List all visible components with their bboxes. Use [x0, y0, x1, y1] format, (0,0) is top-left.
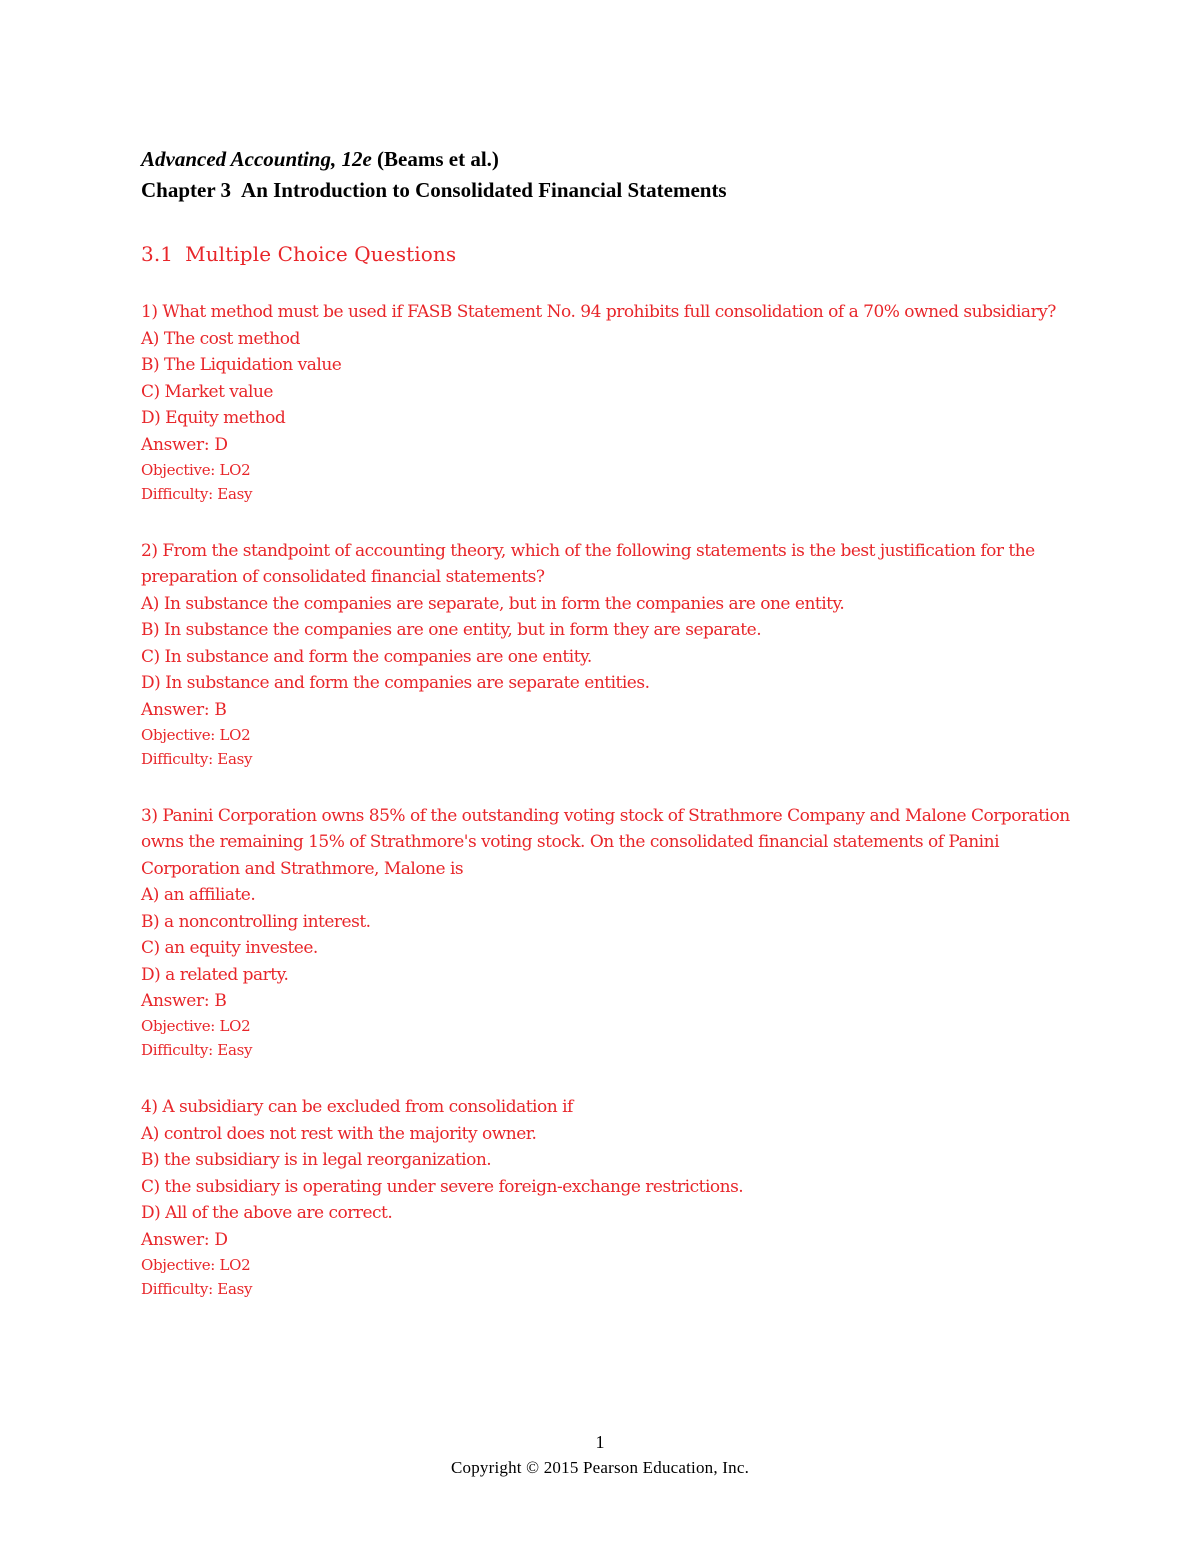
objective-label: Objective: LO2 [141, 1017, 251, 1035]
answer-option: D) All of the above are correct. [141, 1203, 393, 1223]
question-item [141, 538, 1071, 771]
chapter-title-line [141, 175, 1071, 205]
section-number: 3.1 [141, 242, 174, 266]
answer-option: B) a noncontrolling interest. [141, 911, 371, 932]
answer-option: C) an equity investee. [141, 938, 318, 958]
answer-option: B) In substance the companies are one entity, but in form they are separate. [141, 620, 762, 640]
question-item [141, 803, 1071, 1063]
answer-key: Answer: D [141, 434, 228, 455]
answer-option: D) Equity method [141, 408, 286, 428]
page-content [141, 143, 1071, 1301]
book-authors: (Beams et al.) [377, 147, 499, 171]
answer-option: C) the subsidiary is operating under severe foreign-exchange restrictions. [141, 1176, 744, 1197]
answer-key: Answer: B [141, 699, 227, 720]
answer-key: Answer: D [141, 1229, 228, 1250]
book-title: Advanced Accounting, 12e [141, 147, 372, 171]
difficulty-label: Difficulty: Easy [141, 1041, 253, 1059]
question-item [141, 1094, 1071, 1301]
question-text: 1) What method must be used if FASB Statement No. 94 prohibits full consolidation of a 70% owned subsidiary? [141, 302, 1056, 322]
chapter-title: An Introduction to Consolidated Financial Statements [241, 178, 727, 202]
book-title-line [141, 143, 1071, 175]
objective-label: Objective: LO2 [141, 460, 251, 479]
copyright-notice: Copyright © 2015 Pearson Education, Inc. [450, 1458, 750, 1477]
answer-key: Answer: B [141, 991, 227, 1011]
answer-option: B) The Liquidation value [141, 355, 342, 375]
objective-label: Objective: LO2 [141, 1255, 251, 1274]
question-text: 3) Panini Corporation owns 85% of the outstanding voting stock of Strathmore Company and Malone Corporation owns the remaining 15% of Strathmore's voting stock. On the consolidated financial statements of Panini Corporation and Strathmore, Malone is [141, 805, 1070, 879]
question-list [141, 299, 1071, 1301]
question-text: 2) From the standpoint of accounting theory, which of the following statements is the best justification for the preparation of consolidated financial statements? [141, 540, 1035, 587]
question-text: 4) A subsidiary can be excluded from consolidation if [141, 1097, 573, 1117]
answer-option: B) the subsidiary is in legal reorganization. [141, 1150, 492, 1170]
section-title: Multiple Choice Questions [185, 242, 457, 266]
answer-option: D) In substance and form the companies are separate entities. [141, 673, 650, 693]
section-heading [141, 239, 1071, 269]
objective-label: Objective: LO2 [141, 725, 251, 744]
question-item [141, 299, 1071, 506]
answer-option: C) In substance and form the companies are one entity. [141, 646, 592, 667]
page-number: 1 [595, 1432, 605, 1452]
difficulty-label: Difficulty: Easy [141, 484, 253, 503]
answer-option: D) a related party. [141, 964, 289, 985]
difficulty-label: Difficulty: Easy [141, 1279, 253, 1298]
answer-option: C) Market value [141, 381, 273, 402]
answer-option: A) an affiliate. [141, 885, 256, 905]
chapter-number: Chapter 3 [141, 178, 232, 202]
answer-option: A) The cost method [141, 328, 300, 349]
difficulty-label: Difficulty: Easy [141, 749, 253, 768]
answer-option: A) control does not rest with the majority owner. [141, 1123, 537, 1144]
answer-option: A) In substance the companies are separate, but in form the companies are one entity. [141, 593, 845, 614]
